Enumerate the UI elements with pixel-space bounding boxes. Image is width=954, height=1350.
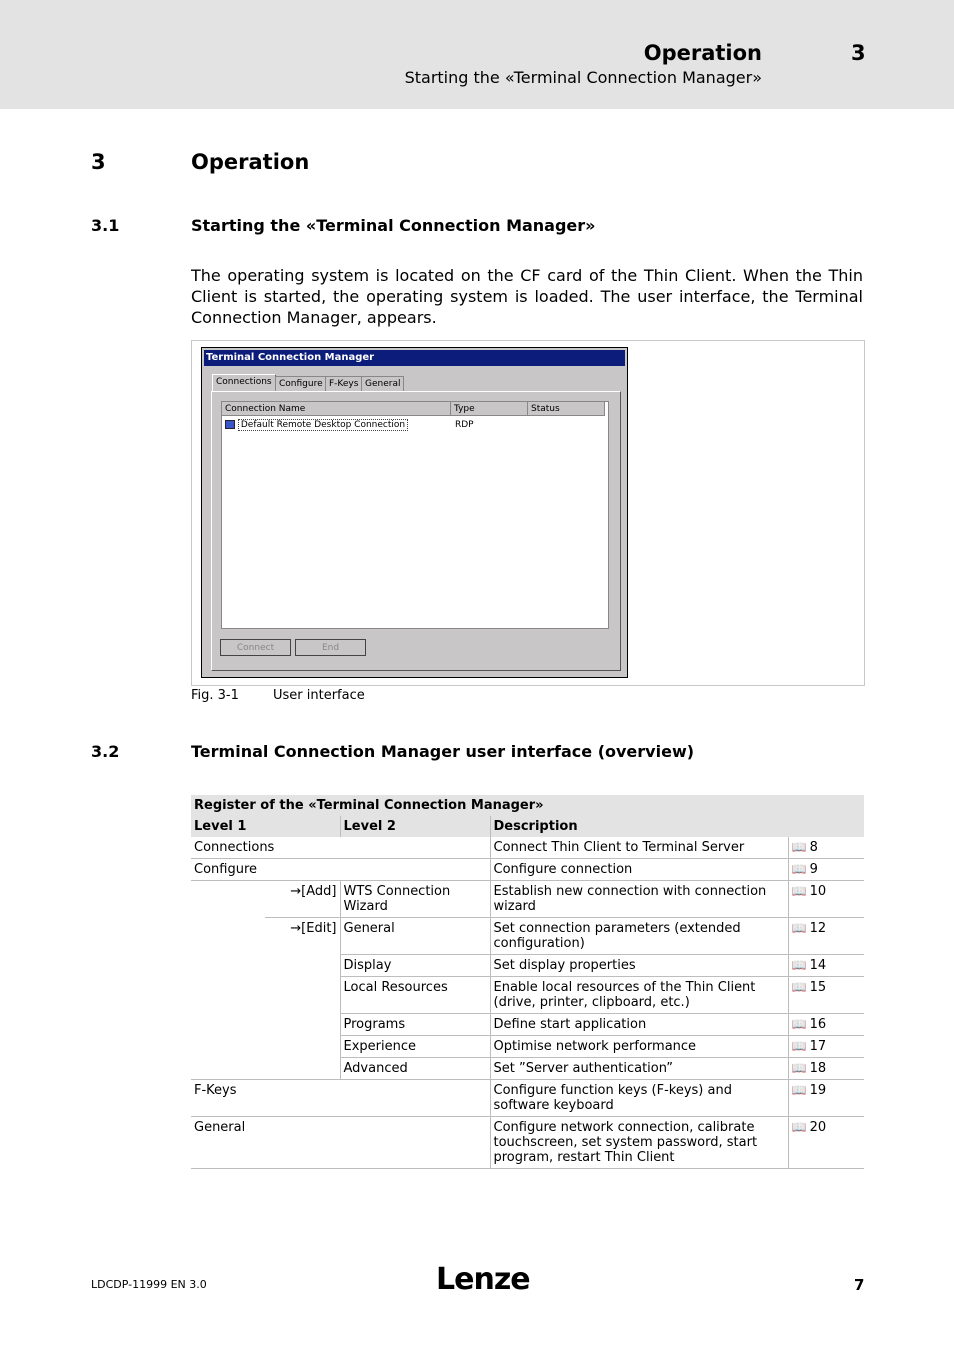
tab-connections: Connections (212, 374, 276, 392)
header-title: Operation (643, 41, 762, 65)
book-icon: 📖 (791, 958, 807, 972)
subsection1-number: 3.1 (91, 216, 120, 235)
book-icon: 📖 (791, 1017, 807, 1031)
subsection2-number: 3.2 (91, 742, 120, 761)
tab-general: General (361, 376, 404, 392)
table-row: Configure Configure connection 📖 9 (191, 859, 864, 881)
table-row: Display Set display properties 📖 14 (191, 955, 864, 977)
book-icon: 📖 (791, 884, 807, 898)
connect-button: Connect (220, 639, 291, 656)
figure-label: Fig. 3-1 (191, 688, 239, 703)
book-icon: 📖 (791, 1083, 807, 1097)
tab-configure: Configure (275, 376, 327, 392)
tab-f-keys: F-Keys (325, 376, 362, 392)
footer-page-number: 7 (854, 1276, 865, 1294)
table-row: Connections Connect Thin Client to Terminal Server 📖 8 (191, 837, 864, 859)
table-row: General Configure network connection, calibrate touchscreen, set system password, start program, restart Thin Client 📖 20 (191, 1117, 864, 1169)
book-icon: 📖 (791, 840, 807, 854)
header-subtitle: Starting the «Terminal Connection Manager» (404, 68, 762, 87)
connection-row (225, 419, 408, 431)
table-row: F-Keys Configure function keys (F-keys) and software keyboard 📖 19 (191, 1080, 864, 1117)
table-title: Register of the «Terminal Connection Manager» (191, 795, 864, 816)
connection-row-name: Default Remote Desktop Connection (238, 419, 408, 431)
page-header (0, 0, 954, 109)
table-row: →[Add] WTS Connection Wizard Establish new connection with connection wizard 📖 10 (191, 881, 864, 918)
book-icon: 📖 (791, 980, 807, 994)
subsection1-title: Starting the «Terminal Connection Manager» (191, 216, 596, 235)
table-row: Experience Optimise network performance 📖 17 (191, 1036, 864, 1058)
subsection1-paragraph: The operating system is located on the CF card of the Thin Client. When the Thin Client is started, the operating system is loaded. The user interface, the Terminal Connection Manager, appears. (191, 266, 863, 327)
book-icon: 📖 (791, 1039, 807, 1053)
book-icon: 📖 (791, 1120, 807, 1134)
connection-list (221, 401, 609, 629)
book-icon: 📖 (791, 862, 807, 876)
table-row: Programs Define start application 📖 16 (191, 1014, 864, 1036)
figure-caption: User interface (273, 688, 365, 703)
section-number: 3 (91, 150, 106, 174)
column-status: Status (528, 402, 605, 416)
subsection2-title: Terminal Connection Manager user interface (overview) (191, 742, 695, 761)
header-level2: Level 2 (340, 816, 490, 837)
section-title: Operation (191, 150, 310, 174)
table-row: →[Edit] General Set connection parameters (extended configuration) 📖 12 (191, 918, 864, 955)
table-row: Advanced Set ”Server authentication” 📖 18 (191, 1058, 864, 1080)
header-description: Description (490, 816, 864, 837)
book-icon: 📖 (791, 1061, 807, 1075)
book-icon: 📖 (791, 921, 807, 935)
header-level1: Level 1 (191, 816, 340, 837)
footer-doc-id: LDCDP-11999 EN 3.0 (91, 1278, 207, 1291)
table-row: Local Resources Enable local resources of the Thin Client (drive, printer, clipboard, etc.) 📖 15 (191, 977, 864, 1014)
lenze-logo: Lenze (436, 1262, 530, 1297)
register-table (191, 795, 864, 1169)
computer-icon (225, 420, 235, 429)
window-title: Terminal Connection Manager (204, 350, 625, 366)
tcm-window-screenshot (201, 347, 628, 678)
column-connection-name: Connection Name (222, 402, 451, 416)
end-button: End (295, 639, 366, 656)
column-type: Type (451, 402, 528, 416)
connection-row-type: RDP (455, 420, 474, 430)
header-chapter: 3 (851, 41, 866, 65)
